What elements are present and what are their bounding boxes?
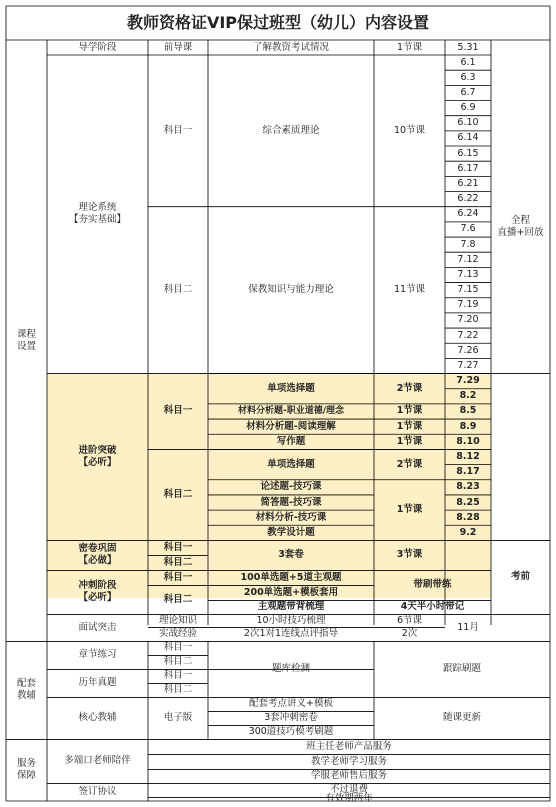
date-cell: 6.24 (457, 208, 479, 220)
date-cell: 8.17 (456, 466, 480, 478)
cell-past-subject-2: 科目二 (163, 684, 193, 696)
date-cell: 7.27 (457, 359, 479, 371)
cell-a1-material-ethics-hours: 1节课 (396, 405, 423, 417)
cell-follow-practice: 跟踪刷题 (442, 663, 481, 675)
cell-ch-subject-2: 科目二 (163, 656, 193, 668)
cell-a2-material: 材料分析-技巧课 (255, 511, 327, 523)
date-cell: 8.23 (456, 481, 480, 493)
date-cell: 6.14 (457, 132, 479, 144)
date-cell: 7.13 (457, 268, 479, 280)
cell-sprint-memorize: 4天半小时带记 (400, 601, 465, 613)
date-cell: 8.28 (456, 511, 480, 523)
cell-a2-single: 单项选择题 (267, 458, 315, 470)
cell-a1-writing: 写作题 (276, 435, 306, 447)
date-cell: 8.12 (456, 450, 480, 462)
cell-service-2: 教学老师学习服务 (310, 755, 387, 767)
cell-a2-single-hours: 2节课 (396, 458, 423, 470)
cell-education-theory: 保教知识与能力理论 (248, 284, 334, 296)
cell-a1-writing-hours: 1节课 (396, 435, 423, 447)
cell-a1-single: 单项选择题 (267, 382, 315, 394)
cell-follow-update: 随课更新 (442, 712, 481, 724)
date-cell: 6.3 (460, 71, 476, 83)
cell-past-exams: 历年真题 (78, 677, 117, 689)
cell-theory-system: 理论系统 【夯实基础】 (68, 202, 126, 226)
date-cell: 8.2 (459, 390, 477, 402)
date-cell: 6.15 (457, 147, 479, 159)
cell-ch-subject-1: 科目一 (163, 642, 193, 654)
cell-two-years: 有效期两年 (325, 793, 373, 805)
date-cell: 7.29 (456, 375, 480, 387)
cell-sprint-s2b: 主观题带背梳理 (257, 601, 325, 613)
date-cell: 7.26 (457, 344, 479, 356)
cell-core-item-3: 300道技巧模考刷题 (248, 726, 334, 738)
date-cell: 8.9 (459, 420, 477, 432)
cell-theory-hours-1: 10节课 (393, 124, 426, 136)
cell-core-item-1: 配套考点讲义+模板 (249, 698, 333, 710)
date-cell: 6.17 (457, 162, 479, 174)
cell-advance-subject-2: 科目二 (163, 488, 193, 500)
cell-chapter-practice: 章节练习 (78, 649, 117, 661)
date-cell: 6.7 (460, 86, 476, 98)
cell-before-exam: 考前 (510, 571, 530, 583)
date-cell: 7.19 (457, 299, 479, 311)
cell-core-item-2: 3套冲刺密卷 (264, 712, 318, 724)
cell-a2-tech-hours: 1节课 (396, 504, 423, 516)
cell-service-1: 班主任老师产品服务 (306, 740, 392, 752)
date-cell: 7.6 (460, 223, 476, 235)
cell-interview-theory-hours: 6节课 (396, 614, 423, 626)
cell-guide-date: 5.31 (457, 41, 479, 53)
cell-interview: 面试突击 (78, 621, 117, 633)
date-cell: 6.1 (460, 56, 476, 68)
date-cell: 6.10 (457, 117, 479, 129)
cell-core-books: 核心教辅 (78, 712, 117, 724)
date-cell: 8.10 (456, 435, 480, 447)
cell-interview-practice-content: 2次1对1连线点评指导 (243, 628, 339, 640)
cell-question-bank: 题库检测 (271, 663, 310, 675)
cell-guide-hours: 1节课 (396, 41, 423, 53)
date-cell: 7.12 (457, 253, 479, 265)
cell-e-version: 电子版 (163, 712, 193, 724)
date-cell: 6.9 (460, 102, 476, 114)
cell-secret-subject-2: 科目二 (163, 556, 193, 568)
date-cell: 8.5 (459, 405, 477, 417)
cell-comprehensive-theory: 综合素质理论 (262, 124, 320, 136)
cell-contract: 签订协议 (78, 786, 117, 798)
cell-a1-material-reading-hours: 1节课 (396, 420, 423, 432)
date-cell: 6.22 (457, 193, 479, 205)
cell-sprint-s1: 100单选题+5道主观题 (240, 571, 342, 583)
cell-service: 服务 保障 (16, 758, 36, 782)
cell-a1-material-reading: 材料分析题-阅读理解 (246, 420, 336, 432)
cell-no-refund: 不过退费 (329, 784, 368, 796)
cell-service-3: 学服老师售后服务 (310, 770, 387, 782)
cell-theory-hours-2: 11节课 (393, 284, 426, 296)
cell-theory-subject-1: 科目一 (163, 124, 193, 136)
cell-sprint-stage: 冲刺阶段 【必听】 (78, 580, 117, 604)
cell-a2-short: 简答题-技巧课 (260, 496, 322, 508)
date-cell: 8.25 (456, 496, 480, 508)
cell-a1-material-ethics: 材料分析题-职业道德/理念 (237, 406, 345, 417)
cell-interview-practice-hours: 2次 (401, 628, 418, 640)
cell-multi-teacher: 多端口老师陪伴 (64, 755, 131, 767)
cell-advance-subject-1: 科目一 (163, 405, 193, 417)
cell-live-replay: 全程 直播+回放 (497, 214, 544, 238)
page-title: 教师资格证VIP保过班型（幼儿）内容设置 (126, 13, 430, 32)
cell-a2-essay: 论述题-技巧课 (260, 481, 322, 493)
cell-three-sets: 3套卷 (278, 549, 304, 561)
cell-pre-course: 前导课 (163, 41, 193, 53)
date-cell: 9.2 (459, 526, 477, 538)
cell-a1-single-hours: 2节课 (396, 382, 423, 394)
cell-secret-stage: 密卷巩固 【必做】 (78, 543, 117, 567)
date-cell: 7.22 (457, 329, 479, 341)
cell-theory-subject-2: 科目二 (163, 284, 193, 296)
cell-supporting: 配套 教辅 (16, 678, 36, 702)
cell-secret-subject-1: 科目一 (163, 541, 193, 553)
cell-past-subject-1: 科目一 (163, 670, 193, 682)
cell-sprint-subject-2: 科目二 (163, 593, 193, 605)
cell-course-setup: 课程 设置 (16, 328, 36, 352)
cell-sprint-subject-1: 科目一 (163, 571, 193, 583)
cell-guide-stage: 导学阶段 (78, 41, 117, 53)
date-cell: 6.21 (457, 177, 479, 189)
cell-advance-stage: 进阶突破 【必听】 (78, 444, 117, 468)
cell-sprint-brush: 带刷带练 (413, 579, 452, 591)
cell-a2-design: 教学设计题 (267, 526, 315, 538)
date-cell: 7.8 (460, 238, 476, 250)
cell-secret-hours: 3节课 (396, 549, 423, 561)
cell-interview-theory-content: 10小时技巧梳理 (256, 614, 326, 626)
cell-november: 11月 (457, 621, 479, 633)
cell-exam-info: 了解教资考试情况 (252, 41, 329, 53)
date-cell: 7.20 (457, 314, 479, 326)
cell-sprint-s2a: 200单选题+模板套用 (243, 586, 339, 598)
cell-interview-practice: 实战经验 (158, 628, 197, 640)
cell-interview-theory: 理论知识 (158, 614, 197, 626)
date-cell: 7.15 (457, 284, 479, 296)
